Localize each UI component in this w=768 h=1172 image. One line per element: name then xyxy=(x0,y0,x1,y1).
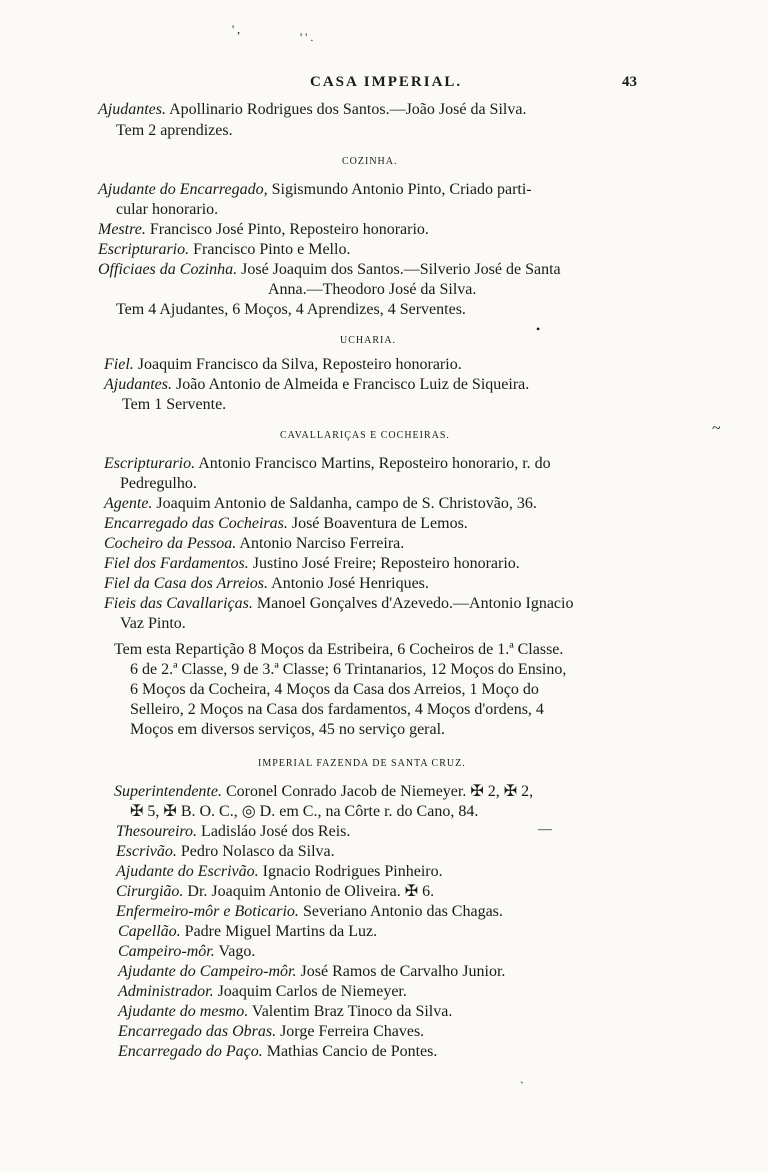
entry-line: ✠ 5, ✠ B. O. C., ◎ D. em C., na Côrte r. do Cano, 84. xyxy=(130,803,479,820)
entry-line xyxy=(116,862,443,882)
entry-line xyxy=(104,355,462,375)
role-label: Mestre. xyxy=(98,221,146,238)
entry-line xyxy=(104,554,520,574)
entry-text: José Joaquim dos Santos.—Silverio José de Santa xyxy=(241,261,561,278)
paragraph-line: 6 Moços da Cocheira, 4 Moços da Casa dos Arreios, 1 Moço do xyxy=(130,681,539,698)
role-label: Superintendente. xyxy=(114,783,222,800)
stray-mark: ~ xyxy=(712,420,721,437)
role-label: Ajudante do Encarregado, xyxy=(98,181,268,198)
entry-line xyxy=(104,375,529,395)
section-heading-fazenda: IMPERIAL FAZENDA DE SANTA CRUZ. xyxy=(258,758,466,769)
entry-line xyxy=(98,180,532,200)
entry-text: João Antonio de Almeida e Francisco Luiz de Siqueira. xyxy=(176,376,530,393)
entry-text: Justino José Freire; Reposteiro honorario. xyxy=(252,555,520,572)
section-heading-cozinha: COZINHA. xyxy=(342,156,398,167)
paragraph-line: Selleiro, 2 Moços na Casa dos fardamentos, 4 Moços d'ordens, 4 xyxy=(130,701,544,718)
entry-text: José Ramos de Carvalho Junior. xyxy=(300,963,506,980)
role-label: Cirurgião. xyxy=(116,883,184,900)
entry-text: Antonio Narciso Ferreira. xyxy=(239,535,405,552)
entry-line: Pedregulho. xyxy=(120,475,197,492)
role-label: Escripturario. xyxy=(98,241,190,258)
entry-text: Apollinario Rodrigues dos Santos.—João José da Silva. xyxy=(169,101,527,118)
entry-line xyxy=(98,240,350,260)
entry-line xyxy=(104,454,551,474)
entry-line xyxy=(114,782,533,802)
entry-line xyxy=(116,882,434,902)
role-label: Ajudante do Escrivão. xyxy=(116,863,259,880)
entry-text: Jorge Ferreira Chaves. xyxy=(280,1023,425,1040)
entry-text: Vago. xyxy=(218,943,256,960)
entry-line xyxy=(118,942,255,962)
entry-line: Tem 2 aprendizes. xyxy=(116,122,233,139)
stray-mark: ' ' . xyxy=(300,30,314,44)
role-label: Escripturario. xyxy=(104,455,196,472)
entry-line xyxy=(118,1002,452,1022)
entry-text: Antonio José Henriques. xyxy=(271,575,429,592)
entry-line xyxy=(104,574,429,594)
entry-line xyxy=(98,260,561,280)
role-label: Fiel. xyxy=(104,356,134,373)
paragraph-line: Tem esta Repartição 8 Moços da Estribeira, 6 Cocheiros de 1.ª Classe. xyxy=(114,641,564,658)
role-label: Encarregado das Cocheiras. xyxy=(104,515,288,532)
entry-text: Joaquim Francisco da Silva, Reposteiro honorario. xyxy=(137,356,462,373)
role-label: Ajudante do mesmo. xyxy=(118,1003,249,1020)
entry-line xyxy=(118,1022,424,1042)
stray-mark: — xyxy=(538,822,552,837)
page-number: 43 xyxy=(622,74,637,90)
role-label: Encarregado das Obras. xyxy=(118,1023,277,1040)
entry-text: Joaquim Antonio de Saldanha, campo de S. Christovão, 36. xyxy=(156,495,537,512)
role-label: Escrivão. xyxy=(116,843,177,860)
entry-line xyxy=(98,100,526,120)
entry-text: Ladisláo José dos Reis. xyxy=(201,823,351,840)
entry-text: Joaquim Carlos de Niemeyer. xyxy=(217,983,407,1000)
entry-line xyxy=(116,822,350,842)
entry-line xyxy=(118,922,377,942)
entry-text: Ignacio Rodrigues Pinheiro. xyxy=(262,863,443,880)
entry-line xyxy=(104,514,468,534)
stray-mark: ' , xyxy=(232,22,241,36)
stray-mark: • xyxy=(536,322,541,336)
section-heading-ucharia: UCHARIA. xyxy=(340,335,397,346)
paragraph-line: Moços em diversos serviços, 45 no serviço geral. xyxy=(130,721,446,738)
entry-line xyxy=(118,1042,437,1062)
entry-line: Tem 1 Servente. xyxy=(122,396,227,413)
role-label: Enfermeiro-môr e Boticario. xyxy=(116,903,299,920)
role-label: Fieis das Cavallariças. xyxy=(104,595,253,612)
entry-line: cular honorario. xyxy=(116,201,219,218)
page-header xyxy=(0,70,768,100)
section-heading-cavallaricas: CAVALLARIÇAS E COCHEIRAS. xyxy=(280,430,450,441)
role-label: Fiel dos Fardamentos. xyxy=(104,555,249,572)
entry-text: Francisco José Pinto, Reposteiro honorario. xyxy=(149,221,429,238)
role-label: Encarregado do Paço. xyxy=(118,1043,263,1060)
role-label: Cocheiro da Pessoa. xyxy=(104,535,237,552)
paragraph-line: 6 de 2.ª Classe, 9 de 3.ª Classe; 6 Trintanarios, 12 Moços do Ensino, xyxy=(130,661,567,678)
entry-text: Pedro Nolasco da Silva. xyxy=(180,843,335,860)
role-label: Ajudante do Campeiro-môr. xyxy=(118,963,297,980)
entry-line xyxy=(116,902,503,922)
entry-line xyxy=(104,534,404,554)
entry-text: Valentim Braz Tinoco da Silva. xyxy=(251,1003,453,1020)
entry-text: Francisco Pinto e Mello. xyxy=(193,241,351,258)
entry-text: Sigismundo Antonio Pinto, Criado parti- xyxy=(271,181,532,198)
role-label: Thesoureiro. xyxy=(116,823,198,840)
role-label: Officiaes da Cozinha. xyxy=(98,261,238,278)
entry-text: Severiano Antonio das Chagas. xyxy=(302,903,503,920)
entry-text: Manoel Gonçalves d'Azevedo.—Antonio Ignacio xyxy=(256,595,574,612)
entry-text: Coronel Conrado Jacob de Niemeyer. ✠ 2, ✠ 2, xyxy=(225,783,534,800)
role-label: Capellão. xyxy=(118,923,181,940)
entry-line xyxy=(118,982,407,1002)
entry-line: Anna.—Theodoro José da Silva. xyxy=(268,281,477,298)
entry-text: José Boaventura de Lemos. xyxy=(291,515,468,532)
role-label: Campeiro-môr. xyxy=(118,943,215,960)
entry-line xyxy=(116,842,335,862)
entry-text: Mathias Cancio de Pontes. xyxy=(266,1043,438,1060)
entry-line xyxy=(104,494,537,514)
entry-text: Antonio Francisco Martins, Reposteiro honorario, r. do xyxy=(198,455,551,472)
entry-text: Padre Miguel Martins da Luz. xyxy=(184,923,378,940)
role-label: Agente. xyxy=(104,495,153,512)
stray-mark: ˏ xyxy=(520,1070,524,1084)
entry-line: Tem 4 Ajudantes, 6 Moços, 4 Aprendizes, 4 Serventes. xyxy=(116,301,466,318)
entry-line xyxy=(118,962,505,982)
role-label: Fiel da Casa dos Arreios. xyxy=(104,575,269,592)
role-label: Administrador. xyxy=(118,983,214,1000)
entry-line xyxy=(98,220,429,240)
entry-text: Dr. Joaquim Antonio de Oliveira. ✠ 6. xyxy=(187,883,435,900)
entry-line: Vaz Pinto. xyxy=(120,615,186,632)
role-label: Ajudantes. xyxy=(98,101,166,118)
running-title: CASA IMPERIAL. xyxy=(310,74,463,90)
role-label: Ajudantes. xyxy=(104,376,172,393)
entry-line xyxy=(104,594,573,614)
